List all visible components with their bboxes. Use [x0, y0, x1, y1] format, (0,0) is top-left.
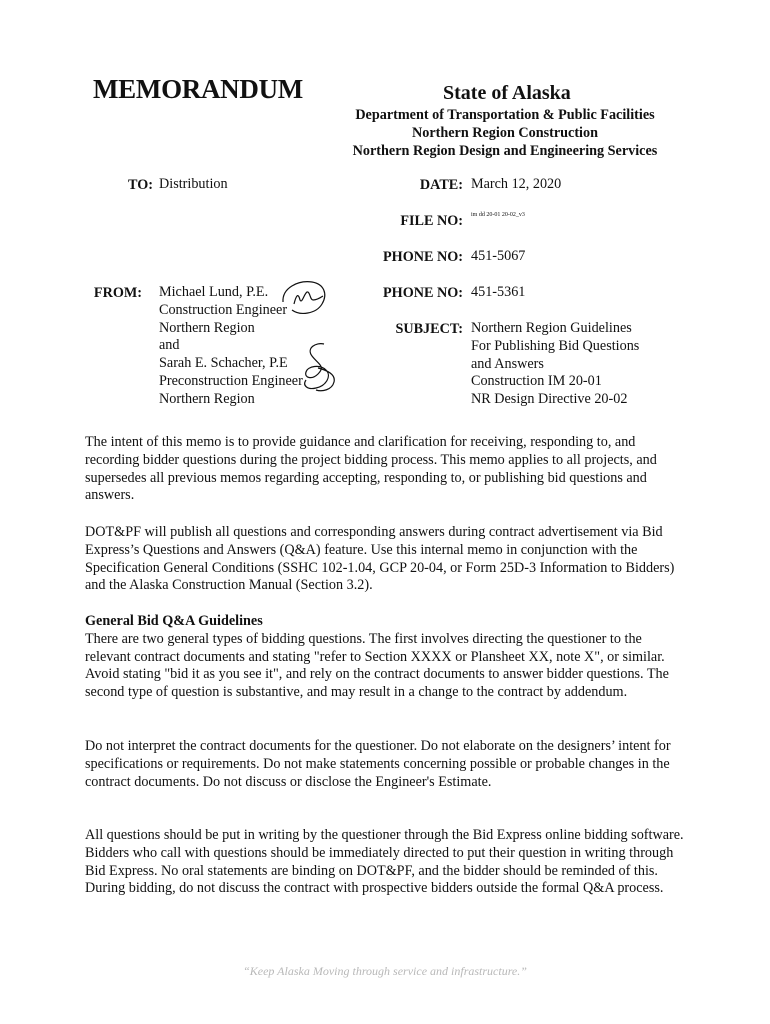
agency-line: Northern Region Construction [411, 125, 598, 141]
phone-label-1: PHONE NO: [383, 249, 463, 265]
paragraph-intent [85, 434, 685, 505]
date-value: March 12, 2020 [471, 176, 562, 192]
signature-initials-ss [296, 340, 340, 396]
phone-value-2: 451-5361 [471, 284, 526, 300]
paragraph-text: The intent of this memo is to provide guidance and clarification for receiving, responding to, and recording bidder questions during the project bidding process. This memo applies to all projects, and supersedes all previous memos regarding accepting, responding to, or publishing bid questions and answers. [85, 434, 657, 504]
subject-line: Northern Region Guidelines [471, 320, 632, 336]
agency-block [330, 106, 680, 160]
paragraph-writing [85, 827, 685, 898]
from-line: Michael Lund, P.E. [159, 284, 269, 300]
from-line: Construction Engineer [159, 301, 288, 318]
agency-line: Northern Region Design and Engineering Services [352, 143, 658, 159]
subject-block [471, 320, 639, 409]
from-label: FROM: [93, 285, 142, 301]
subject-line: For Publishing Bid Questions [471, 337, 640, 354]
from-line: Northern Region [159, 319, 255, 336]
phone-label-2: PHONE NO: [383, 285, 463, 301]
memorandum-title: MEMORANDUM [93, 74, 303, 104]
paragraph-text: Do not interpret the contract documents for the questioner. Do not elaborate on the designers’ intent for specifications or requirements. Do not make statements concerning possible or probable changes in the contract documents. Do not discuss or disclose the Engineer's Estimate. [85, 738, 671, 790]
subject-label: SUBJECT: [395, 321, 463, 337]
date-label: DATE: [419, 177, 463, 193]
subject-line: NR Design Directive 20-02 [471, 391, 628, 408]
paragraph-text: There are two general types of bidding questions. The first involves directing the questioner to the relevant contract documents and stating "refer to Section XXXX or Plansheet XX, note X", or similar. Avoid stating "bid it as you see it", and rely on the contract documents to answer bidder questions. The second type of question is substantive, and may result in a change to the contract by addendum. [85, 630, 669, 701]
paragraph-publish [85, 524, 685, 595]
file-no-value: im dd 20-01 20-02_v3 [471, 212, 525, 218]
from-line: Northern Region [159, 390, 255, 407]
subject-line: Construction IM 20-01 [471, 373, 602, 390]
from-line: Preconstruction Engineer [159, 372, 303, 389]
file-no-label: FILE NO: [400, 213, 463, 229]
footer-motto: “Keep Alaska Moving through service and infrastructure.” [243, 964, 527, 978]
agency-line: Department of Transportation & Public Facilities [355, 107, 655, 123]
phone-value-1: 451-5067 [471, 248, 526, 264]
to-label: TO: [128, 177, 153, 193]
state-name: State of Alaska [443, 82, 571, 104]
section-heading: General Bid Q&A Guidelines [85, 613, 263, 629]
to-value: Distribution [159, 176, 228, 192]
paragraph-text: All questions should be put in writing by the questioner through the Bid Express online bidding software. Bidders who call with questions should be immediately directed to put their question in writing through Bid Express. No oral statements are binding on DOT&PF, and the bidder should be reminded of this. During bidding, do not discuss the contract with prospective bidders outside the formal Q&A process. [85, 827, 684, 897]
paragraph-interpret [85, 738, 685, 791]
from-line: and [159, 337, 180, 354]
from-line: Sarah E. Schacher, P.E [159, 355, 288, 372]
signature-initials-ml [280, 278, 330, 318]
section-general-guidelines [85, 613, 685, 702]
paragraph-text: DOT&PF will publish all questions and corresponding answers during contract advertisement via Bid Express’s Questions and Answers (Q&A) feature. Use this internal memo in conjunction with the Specification General Conditions (SSHC 102-1.04, GCP 20-04, or Form 25D-3 Information to Bidders) and the Alaska Construction Manual (Section 3.2). [85, 524, 675, 594]
subject-line: and Answers [471, 355, 544, 372]
